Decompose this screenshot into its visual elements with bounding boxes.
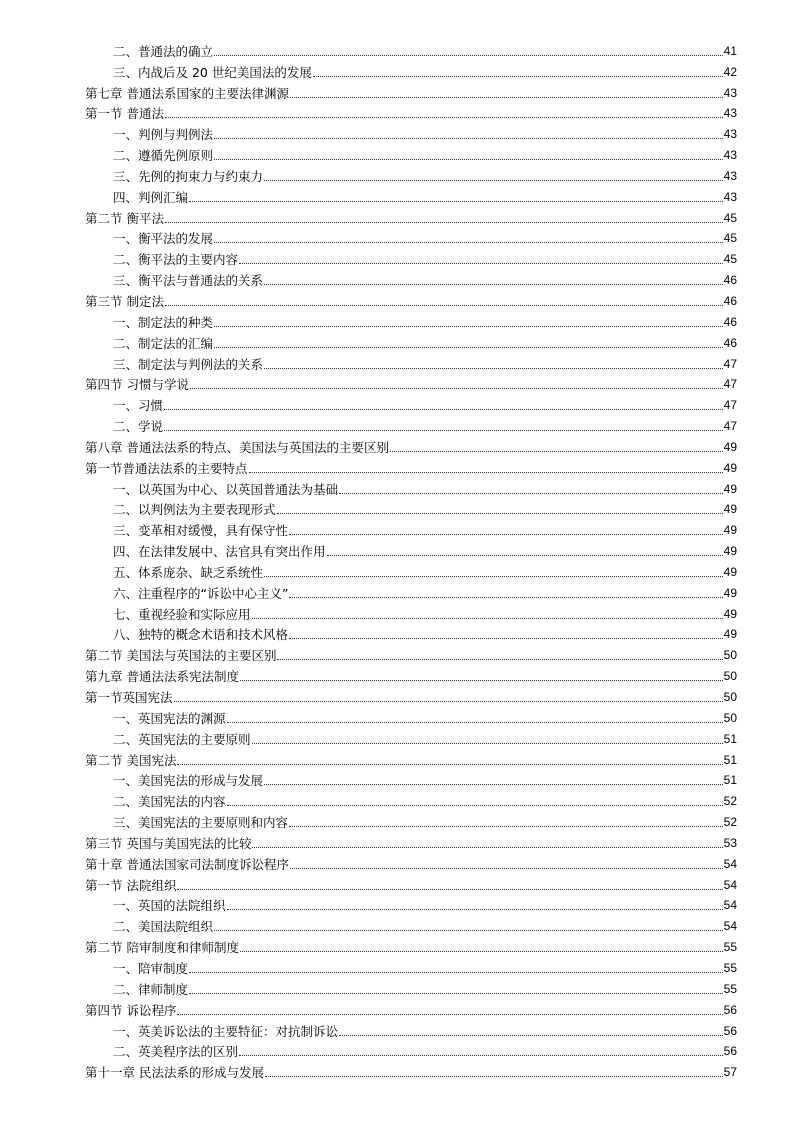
toc-page-number: 49 xyxy=(723,523,737,538)
toc-entry-title: 二、律师制度 xyxy=(113,981,189,997)
toc-entry-title: 二、美国法院组织 xyxy=(113,919,214,935)
toc-page-number: 55 xyxy=(723,960,737,975)
toc-page-number: 43 xyxy=(723,148,737,163)
toc-entry[interactable] xyxy=(85,392,737,413)
toc-entry-title: 第十章 普通法国家司法制度诉讼程序 xyxy=(85,856,289,872)
toc-entry-title: 第一节普通法法系的主要特点 xyxy=(85,460,248,476)
toc-entry-title: 三、制定法与判例法的关系 xyxy=(113,356,264,372)
dot-leader xyxy=(174,701,723,702)
toc-entry[interactable] xyxy=(85,205,737,226)
dot-leader xyxy=(177,1014,722,1015)
toc-page-number: 41 xyxy=(723,43,737,58)
toc-entry-title: 第二节 美国法与英国法的主要区别 xyxy=(85,648,277,664)
toc-entry[interactable] xyxy=(85,330,737,351)
toc-page-number: 54 xyxy=(723,919,737,934)
dot-leader xyxy=(290,868,723,869)
toc-entry[interactable] xyxy=(85,601,737,622)
toc-entry[interactable] xyxy=(85,121,737,142)
toc-entry[interactable] xyxy=(85,517,737,538)
dot-leader xyxy=(327,555,723,556)
dot-leader xyxy=(289,638,723,639)
toc-page-number: 47 xyxy=(723,398,737,413)
toc-page-number: 45 xyxy=(723,231,737,246)
toc-page-number: 49 xyxy=(723,606,737,621)
toc-entry[interactable] xyxy=(85,705,737,726)
toc-entry-title: 五、体系庞杂、缺乏系统性 xyxy=(113,564,264,580)
toc-entry-title: 二、学说 xyxy=(113,419,164,435)
dot-leader xyxy=(277,659,722,660)
toc-entry[interactable] xyxy=(85,809,737,830)
toc-entry-title: 一、英国宪法的渊源 xyxy=(113,710,226,726)
toc-entry[interactable] xyxy=(85,872,737,893)
dot-leader xyxy=(264,784,723,785)
toc-page-number: 49 xyxy=(723,460,737,475)
toc-entry[interactable] xyxy=(85,788,737,809)
toc-page-number: 56 xyxy=(723,1044,737,1059)
toc-entry[interactable] xyxy=(85,768,737,789)
dot-leader xyxy=(390,451,723,452)
toc-entry-title: 第七章 普通法系国家的主要法律渊源 xyxy=(85,85,289,101)
dot-leader xyxy=(239,263,723,264)
toc-entry[interactable] xyxy=(85,497,737,518)
toc-entry-title: 四、判例汇编 xyxy=(113,189,189,205)
toc-entry-title: 一、陪审制度 xyxy=(113,960,189,976)
dot-leader xyxy=(277,513,723,514)
toc-page-number: 45 xyxy=(723,252,737,267)
toc-entry[interactable] xyxy=(85,559,737,580)
dot-leader xyxy=(165,305,723,306)
toc-page-number: 49 xyxy=(723,627,737,642)
toc-page-number: 46 xyxy=(723,335,737,350)
dot-leader xyxy=(239,1055,723,1056)
dot-leader xyxy=(189,201,723,202)
toc-entry-title: 一、判例与判例法 xyxy=(113,127,214,143)
toc-entry-title: 第一节英国宪法 xyxy=(85,690,173,705)
toc-page-number: 53 xyxy=(723,835,737,850)
toc-entry[interactable] xyxy=(85,38,737,59)
toc-page-number: 47 xyxy=(723,377,737,392)
dot-leader xyxy=(190,388,723,389)
toc-page-number: 52 xyxy=(723,815,737,830)
dot-leader xyxy=(227,722,723,723)
dot-leader xyxy=(177,764,722,765)
toc-entry[interactable] xyxy=(85,1059,737,1080)
toc-entry-title: 二、普通法的确立 xyxy=(113,43,214,59)
toc-page-number: 54 xyxy=(723,856,737,871)
toc-entry-title: 七、重视经验和实际应用 xyxy=(113,606,251,622)
toc-page-number: 57 xyxy=(723,1065,737,1080)
dot-leader xyxy=(313,76,723,77)
toc-entry-title: 三、衡平法与普通法的关系 xyxy=(113,273,264,289)
toc-entry[interactable] xyxy=(85,267,737,288)
toc-entry[interactable] xyxy=(85,726,737,747)
dot-leader xyxy=(214,930,723,931)
toc-page-number: 43 xyxy=(723,189,737,204)
dot-leader xyxy=(214,347,723,348)
toc-page-number: 46 xyxy=(723,293,737,308)
toc-entry[interactable] xyxy=(85,684,737,705)
toc-page-number: 50 xyxy=(723,710,737,725)
dot-leader xyxy=(249,472,723,473)
toc-entry-title: 第三节 英国与美国宪法的比较 xyxy=(85,835,252,851)
toc-page-number: 47 xyxy=(723,419,737,434)
toc-entry-title: 二、衡平法的主要内容 xyxy=(113,252,239,268)
toc-page-number: 49 xyxy=(723,544,737,559)
toc-entry[interactable] xyxy=(85,893,737,914)
toc-entry[interactable] xyxy=(85,163,737,184)
dot-leader xyxy=(214,55,723,56)
toc-entry[interactable] xyxy=(85,1018,737,1039)
dot-leader xyxy=(264,284,723,285)
toc-page-number: 56 xyxy=(723,1023,737,1038)
toc-entry[interactable] xyxy=(85,1039,737,1060)
dot-leader xyxy=(252,618,723,619)
toc-entry-title: 一、制定法的种类 xyxy=(113,314,214,330)
toc-entry-title: 第三节 制定法 xyxy=(85,293,164,309)
toc-entry-title: 第四节 习惯与学说 xyxy=(85,377,189,393)
toc-entry[interactable] xyxy=(85,101,737,122)
toc-entry[interactable] xyxy=(85,372,737,393)
toc-page-number: 45 xyxy=(723,210,737,225)
dot-leader xyxy=(189,972,723,973)
toc-entry-title: 第九章 普通法法系宪法制度 xyxy=(85,669,239,685)
toc-entry[interactable] xyxy=(85,309,737,330)
toc-page-number: 50 xyxy=(723,690,737,704)
toc-entry[interactable] xyxy=(85,976,737,997)
toc-entry-title: 第四节 诉讼程序 xyxy=(85,1002,177,1018)
dot-leader xyxy=(164,409,723,410)
toc-entry-title: 第二节 衡平法 xyxy=(85,210,164,226)
toc-page-number: 43 xyxy=(723,85,737,100)
dot-leader xyxy=(339,1035,723,1036)
toc-entry-title: 三、内战后及 20 世纪美国法的发展 xyxy=(113,64,312,80)
toc-entry[interactable] xyxy=(85,288,737,309)
toc-page-number: 52 xyxy=(723,794,737,809)
dot-leader xyxy=(227,805,723,806)
toc-entry[interactable] xyxy=(85,455,737,476)
toc-entry[interactable] xyxy=(85,476,737,497)
toc-page-number: 47 xyxy=(723,356,737,371)
toc-entry-title: 一、英美诉讼法的主要特征：对抗制诉讼 xyxy=(113,1023,339,1039)
toc-entry[interactable] xyxy=(85,851,737,872)
dot-leader xyxy=(264,180,723,181)
toc-entry[interactable] xyxy=(85,80,737,101)
toc-entry-title: 一、习惯 xyxy=(113,398,164,414)
toc-page-number: 55 xyxy=(723,981,737,996)
toc-entry[interactable] xyxy=(85,830,737,851)
dot-leader xyxy=(189,993,723,994)
toc-page-number: 43 xyxy=(723,168,737,183)
toc-page-number: 51 xyxy=(723,731,737,746)
dot-leader xyxy=(227,909,723,910)
toc-entry-title: 六、注重程序的“诉讼中心主义” xyxy=(113,585,289,601)
toc-page-number: 49 xyxy=(723,481,737,496)
toc-page-number: 54 xyxy=(723,877,737,892)
toc-entry-title: 第二节 美国宪法 xyxy=(85,752,177,768)
dot-leader xyxy=(289,534,723,535)
toc-page-number: 51 xyxy=(723,752,737,767)
toc-entry[interactable] xyxy=(85,663,737,684)
toc-entry-title: 二、英国宪法的主要原则 xyxy=(113,731,251,747)
toc-entry[interactable] xyxy=(85,184,737,205)
dot-leader xyxy=(289,597,722,598)
toc-page-number: 49 xyxy=(723,502,737,517)
toc-entry-title: 第一节 普通法 xyxy=(85,106,164,122)
toc-page-number: 43 xyxy=(723,127,737,142)
toc-entry-title: 八、独特的概念术语和技术风格 xyxy=(113,627,289,643)
dot-leader xyxy=(264,576,723,577)
dot-leader xyxy=(165,117,723,118)
dot-leader xyxy=(290,97,723,98)
toc-entry[interactable] xyxy=(85,538,737,559)
dot-leader xyxy=(177,889,722,890)
toc-page-number: 56 xyxy=(723,1002,737,1017)
toc-entry-title: 三、变革相对缓慢，具有保守性 xyxy=(113,523,289,539)
toc-entry[interactable] xyxy=(85,434,737,455)
toc-entry[interactable] xyxy=(85,142,737,163)
table-of-contents xyxy=(85,38,737,1080)
dot-leader xyxy=(214,138,723,139)
toc-entry-title: 二、以判例法为主要表现形式 xyxy=(113,502,276,518)
toc-entry[interactable] xyxy=(85,997,737,1018)
toc-entry-title: 第一节 法院组织 xyxy=(85,877,177,893)
toc-entry[interactable] xyxy=(85,351,737,372)
toc-entry-title: 二、英美程序法的区别 xyxy=(113,1044,239,1060)
dot-leader xyxy=(214,242,723,243)
toc-entry-title: 一、美国宪法的形成与发展 xyxy=(113,773,264,789)
toc-entry-title: 一、英国的法院组织 xyxy=(113,898,226,914)
toc-entry-title: 三、美国宪法的主要原则和内容 xyxy=(113,815,289,831)
dot-leader xyxy=(339,493,723,494)
toc-entry[interactable] xyxy=(85,622,737,643)
toc-entry-title: 第八章 普通法法系的特点、美国法与英国法的主要区别 xyxy=(85,439,389,455)
toc-entry[interactable] xyxy=(85,934,737,955)
dot-leader xyxy=(240,680,723,681)
dot-leader xyxy=(214,326,723,327)
toc-page-number: 42 xyxy=(723,64,737,79)
dot-leader xyxy=(164,430,723,431)
toc-page-number: 43 xyxy=(723,106,737,121)
toc-entry[interactable] xyxy=(85,246,737,267)
toc-entry[interactable] xyxy=(85,955,737,976)
toc-page-number: 50 xyxy=(723,648,737,663)
dot-leader xyxy=(264,368,723,369)
toc-entry[interactable] xyxy=(85,226,737,247)
dot-leader xyxy=(289,826,723,827)
toc-entry[interactable] xyxy=(85,913,737,934)
toc-page-number: 49 xyxy=(723,585,737,600)
dot-leader xyxy=(265,1076,723,1077)
toc-entry[interactable] xyxy=(85,580,737,601)
dot-leader xyxy=(252,743,723,744)
toc-page-number: 54 xyxy=(723,898,737,913)
toc-page-number: 49 xyxy=(723,439,737,454)
toc-entry-title: 四、在法律发展中、法官具有突出作用 xyxy=(113,544,326,560)
toc-page-number: 49 xyxy=(723,564,737,579)
dot-leader xyxy=(214,159,723,160)
dot-leader xyxy=(240,951,723,952)
toc-entry[interactable] xyxy=(85,59,737,80)
dot-leader xyxy=(252,847,722,848)
toc-page-number: 55 xyxy=(723,940,737,955)
toc-entry[interactable] xyxy=(85,413,737,434)
toc-entry[interactable] xyxy=(85,642,737,663)
toc-entry[interactable] xyxy=(85,747,737,768)
toc-entry-title: 二、遵循先例原则 xyxy=(113,148,214,164)
toc-page-number: 51 xyxy=(723,773,737,788)
toc-page-number: 46 xyxy=(723,273,737,288)
toc-entry-title: 第十一章 民法法系的形成与发展 xyxy=(85,1065,264,1081)
dot-leader xyxy=(165,222,723,223)
toc-entry-title: 一、以英国为中心、以英国普通法为基础 xyxy=(113,481,339,497)
toc-entry-title: 二、美国宪法的内容 xyxy=(113,794,226,810)
toc-entry-title: 一、衡平法的发展 xyxy=(113,231,214,247)
toc-entry-title: 二、制定法的汇编 xyxy=(113,335,214,351)
toc-entry-title: 三、先例的拘束力与约束力 xyxy=(113,168,264,184)
toc-page-number: 50 xyxy=(723,669,737,684)
toc-page-number: 46 xyxy=(723,314,737,329)
toc-entry-title: 第二节 陪审制度和律师制度 xyxy=(85,940,239,956)
